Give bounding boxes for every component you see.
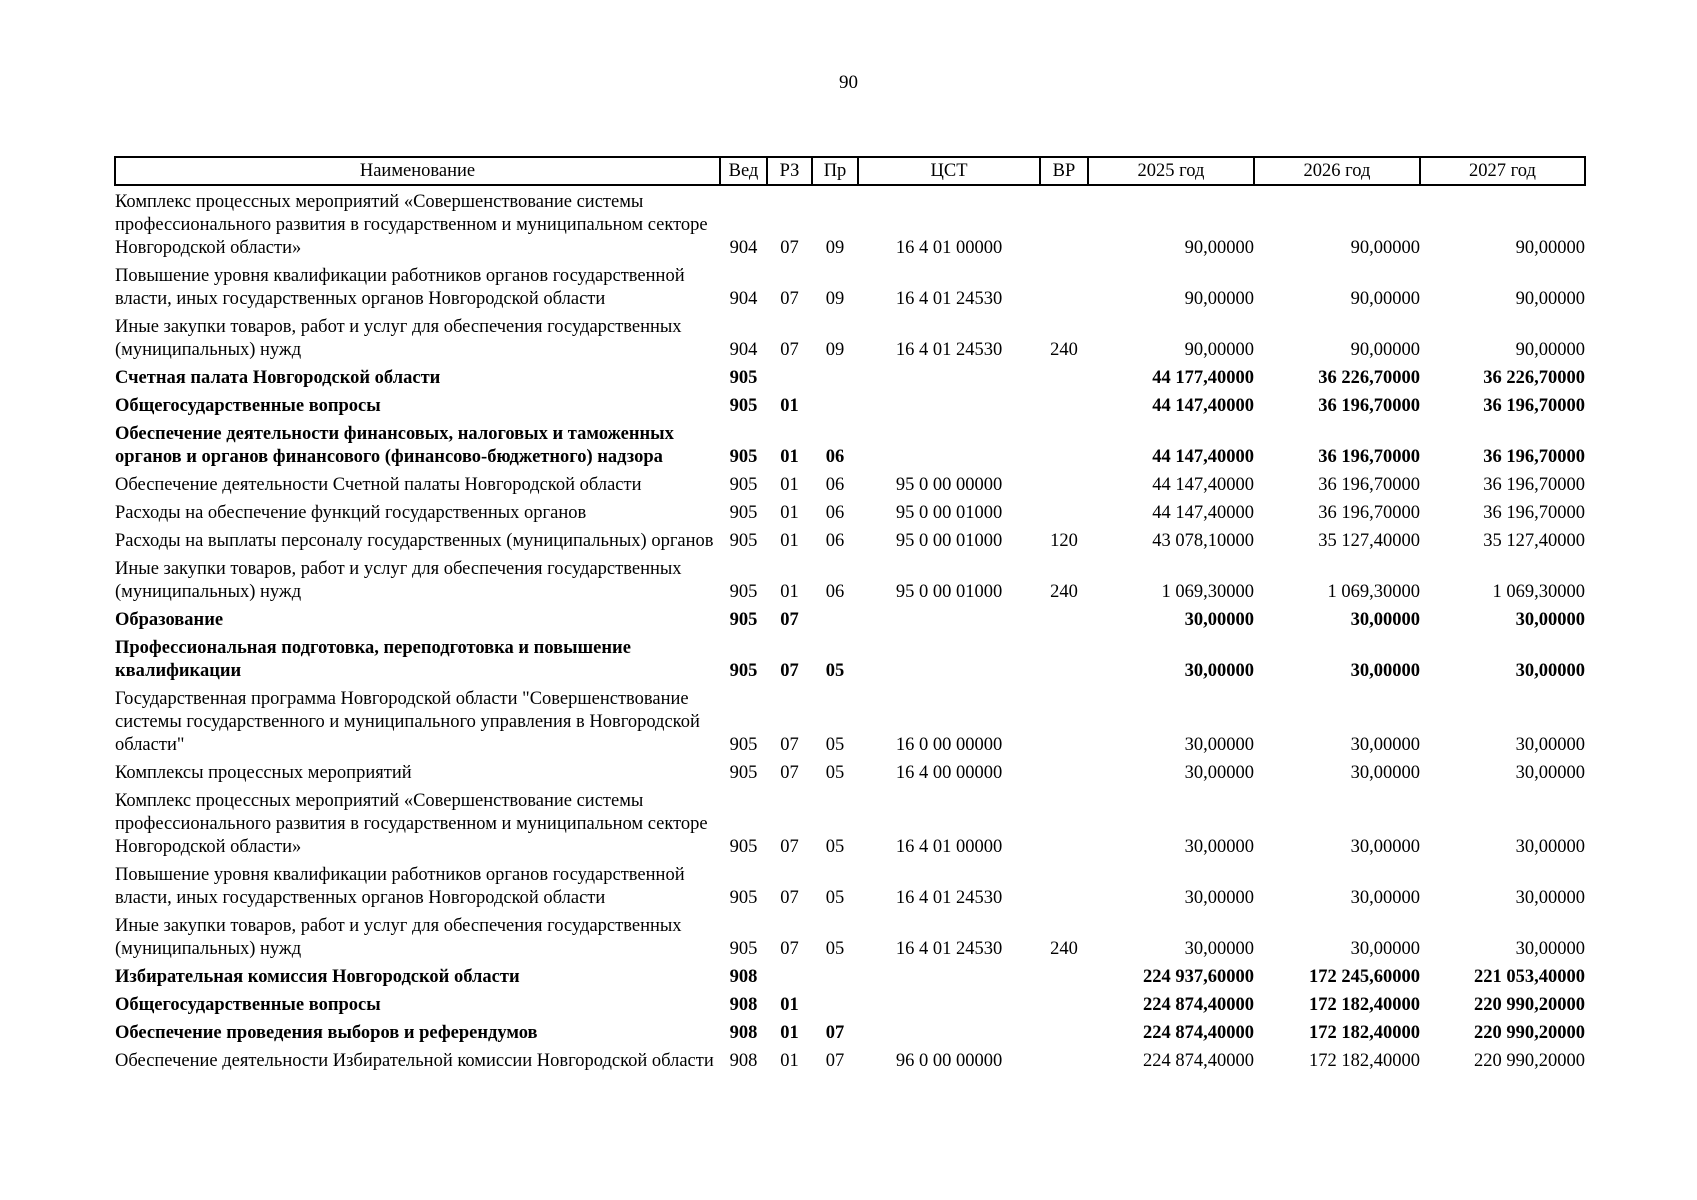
cell-vr	[1040, 497, 1088, 525]
cell-name: Государственная программа Новгородской области "Совершенствование системы государственного и муниципального управления в Новгородской области"	[115, 689, 700, 755]
cell-name: Профессиональная подготовка, переподготовка и повышение квалификации	[115, 638, 631, 681]
cell-vr	[1040, 604, 1088, 632]
cell-ved: 908	[729, 995, 758, 1015]
cell-2025: 90,00000	[1184, 340, 1254, 360]
table-row	[115, 362, 1585, 390]
cell-2025: 224 874,40000	[1143, 1023, 1254, 1043]
cell-2025: 224 874,40000	[1143, 1051, 1254, 1071]
cell-pr: 05	[825, 939, 845, 959]
cell-name: Общегосударственные вопросы	[115, 396, 381, 416]
cell-2025: 30,00000	[1184, 939, 1254, 959]
header-ved: Вед	[720, 157, 767, 185]
cell-2025: 30,00000	[1184, 610, 1254, 630]
cell-cst	[858, 604, 1040, 632]
cell-name: Иные закупки товаров, работ и услуг для обеспечения государственных (муниципальных) нужд	[115, 559, 682, 602]
table-row	[115, 604, 1585, 632]
cell-vr	[1040, 469, 1088, 497]
cell-rz: 07	[780, 888, 799, 908]
table-row	[115, 910, 1585, 961]
cell-name: Образование	[115, 610, 224, 630]
cell-vr	[1040, 260, 1088, 311]
cell-2025: 30,00000	[1184, 763, 1254, 783]
cell-vr	[1040, 989, 1088, 1017]
cell-pr: 05	[825, 888, 845, 908]
header-rz: РЗ	[767, 157, 812, 185]
cell-pr: 06	[825, 447, 845, 467]
cell-ved: 905	[729, 735, 758, 755]
cell-ved: 905	[729, 582, 758, 602]
cell-2026: 30,00000	[1350, 888, 1420, 908]
cell-2026: 30,00000	[1350, 939, 1420, 959]
cell-2026: 36 196,70000	[1318, 396, 1420, 416]
cell-rz: 01	[780, 1051, 799, 1071]
cell-ved: 904	[729, 289, 758, 309]
cell-vr: 120	[1050, 531, 1078, 551]
cell-ved: 905	[729, 837, 758, 857]
cell-2026: 172 182,40000	[1309, 995, 1420, 1015]
cell-rz	[767, 362, 812, 390]
cell-rz: 01	[780, 531, 799, 551]
cell-cst: 16 4 01 24530	[895, 289, 1003, 309]
table-row	[115, 553, 1585, 604]
cell-rz: 01	[780, 582, 799, 602]
cell-2027: 30,00000	[1515, 763, 1585, 783]
cell-rz: 07	[780, 238, 799, 258]
cell-2026: 30,00000	[1350, 610, 1420, 630]
cell-vr	[1040, 1045, 1088, 1073]
cell-2027: 90,00000	[1515, 340, 1585, 360]
cell-ved: 905	[729, 475, 758, 495]
cell-2027: 30,00000	[1515, 837, 1585, 857]
table-body	[115, 185, 1585, 1073]
table-row	[115, 185, 1585, 260]
budget-table	[114, 156, 1586, 1073]
cell-name: Обеспечение деятельности финансовых, налоговых и таможенных органов и органов финансового (финансово-бюджетного) надзора	[115, 424, 674, 467]
cell-2026: 30,00000	[1350, 661, 1420, 681]
cell-ved: 905	[729, 888, 758, 908]
cell-rz	[767, 961, 812, 989]
cell-cst: 16 4 01 24530	[895, 939, 1003, 959]
cell-rz: 07	[780, 289, 799, 309]
cell-name: Повышение уровня квалификации работников органов государственной власти, иных государственных органов Новгородской области	[115, 266, 685, 309]
cell-vr	[1040, 1017, 1088, 1045]
table-row	[115, 497, 1585, 525]
cell-cst	[858, 1017, 1040, 1045]
cell-cst: 16 4 01 24530	[895, 340, 1003, 360]
cell-cst: 16 4 01 00000	[895, 238, 1003, 258]
cell-2027: 30,00000	[1515, 735, 1585, 755]
table-row	[115, 632, 1585, 683]
cell-pr: 05	[825, 735, 845, 755]
cell-pr	[812, 604, 858, 632]
cell-2025: 44 147,40000	[1152, 475, 1254, 495]
cell-cst	[858, 989, 1040, 1017]
table-row	[115, 757, 1585, 785]
cell-2027: 36 226,70000	[1483, 368, 1585, 388]
cell-ved: 905	[729, 447, 758, 467]
cell-2026: 90,00000	[1350, 289, 1420, 309]
cell-ved: 904	[729, 340, 758, 360]
cell-vr	[1040, 632, 1088, 683]
table-row	[115, 390, 1585, 418]
cell-2027: 220 990,20000	[1474, 1051, 1585, 1071]
cell-ved: 905	[729, 763, 758, 783]
cell-ved: 908	[729, 1051, 758, 1071]
cell-2025: 1 069,30000	[1161, 582, 1254, 602]
cell-2027: 35 127,40000	[1483, 531, 1585, 551]
cell-rz: 01	[780, 447, 799, 467]
cell-cst	[858, 362, 1040, 390]
cell-name: Общегосударственные вопросы	[115, 995, 381, 1015]
cell-pr: 06	[825, 475, 845, 495]
cell-name: Обеспечение деятельности Избирательной комиссии Новгородской области	[115, 1051, 714, 1071]
cell-2025: 224 937,60000	[1143, 967, 1254, 987]
cell-rz: 01	[780, 396, 799, 416]
cell-pr: 05	[825, 837, 845, 857]
cell-2026: 30,00000	[1350, 763, 1420, 783]
cell-cst: 16 4 01 00000	[895, 837, 1003, 857]
cell-name: Иные закупки товаров, работ и услуг для обеспечения государственных (муниципальных) нужд	[115, 317, 682, 360]
cell-vr	[1040, 418, 1088, 469]
cell-name: Счетная палата Новгородской области	[115, 368, 441, 388]
cell-name: Обеспечение деятельности Счетной палаты Новгородской области	[115, 475, 642, 495]
header-2026: 2026 год	[1254, 157, 1420, 185]
cell-cst: 95 0 00 01000	[895, 582, 1003, 602]
cell-2026: 1 069,30000	[1327, 582, 1420, 602]
cell-rz: 07	[780, 763, 799, 783]
cell-rz: 01	[780, 1023, 799, 1043]
cell-2027: 30,00000	[1515, 610, 1585, 630]
table-row	[115, 785, 1585, 859]
cell-2027: 220 990,20000	[1474, 1023, 1585, 1043]
cell-pr: 06	[825, 531, 845, 551]
cell-vr	[1040, 859, 1088, 910]
cell-cst: 16 4 00 00000	[895, 763, 1003, 783]
cell-pr	[812, 362, 858, 390]
page-number: 90	[839, 72, 858, 93]
cell-2027: 90,00000	[1515, 289, 1585, 309]
cell-2026: 30,00000	[1350, 735, 1420, 755]
cell-vr	[1040, 785, 1088, 859]
cell-cst: 16 0 00 00000	[895, 735, 1003, 755]
cell-ved: 908	[729, 967, 758, 987]
cell-cst: 16 4 01 24530	[895, 888, 1003, 908]
cell-2026: 36 196,70000	[1318, 475, 1420, 495]
table-row	[115, 961, 1585, 989]
cell-2026: 172 245,60000	[1309, 967, 1420, 987]
cell-2026: 36 196,70000	[1318, 447, 1420, 467]
cell-name: Комплекс процессных мероприятий «Совершенствование системы профессионального развития в государственном и муниципальном секторе Новгородской области»	[115, 791, 708, 857]
cell-ved: 905	[729, 531, 758, 551]
header-2027: 2027 год	[1420, 157, 1585, 185]
cell-pr: 05	[825, 763, 845, 783]
cell-2026: 90,00000	[1350, 340, 1420, 360]
cell-2027: 30,00000	[1515, 661, 1585, 681]
table-row	[115, 1045, 1585, 1073]
table-header	[115, 157, 1585, 185]
cell-cst	[858, 418, 1040, 469]
cell-rz: 01	[780, 503, 799, 523]
cell-2026: 172 182,40000	[1309, 1023, 1420, 1043]
cell-vr: 240	[1050, 582, 1078, 602]
cell-2025: 30,00000	[1184, 735, 1254, 755]
cell-vr	[1040, 362, 1088, 390]
cell-2026: 90,00000	[1350, 238, 1420, 258]
cell-2026: 35 127,40000	[1318, 531, 1420, 551]
cell-vr	[1040, 390, 1088, 418]
cell-cst	[858, 632, 1040, 683]
cell-2025: 44 147,40000	[1152, 503, 1254, 523]
cell-2025: 90,00000	[1184, 238, 1254, 258]
cell-name: Повышение уровня квалификации работников органов государственной власти, иных государственных органов Новгородской области	[115, 865, 685, 908]
cell-2027: 1 069,30000	[1492, 582, 1585, 602]
cell-2026: 172 182,40000	[1309, 1051, 1420, 1071]
cell-2025: 90,00000	[1184, 289, 1254, 309]
cell-cst: 95 0 00 00000	[895, 475, 1003, 495]
table-row	[115, 469, 1585, 497]
header-2025: 2025 год	[1088, 157, 1254, 185]
cell-ved: 905	[729, 610, 758, 630]
cell-rz: 01	[780, 995, 799, 1015]
cell-name: Иные закупки товаров, работ и услуг для обеспечения государственных (муниципальных) нужд	[115, 916, 682, 959]
cell-vr	[1040, 185, 1088, 260]
cell-name: Расходы на выплаты персоналу государственных (муниципальных) органов	[115, 531, 714, 551]
table-row	[115, 683, 1585, 757]
table-row	[115, 260, 1585, 311]
cell-pr: 09	[825, 340, 845, 360]
cell-2026: 36 226,70000	[1318, 368, 1420, 388]
header-vr: ВР	[1040, 157, 1088, 185]
cell-rz: 07	[780, 340, 799, 360]
cell-cst: 95 0 00 01000	[895, 531, 1003, 551]
cell-2026: 36 196,70000	[1318, 503, 1420, 523]
cell-ved: 904	[729, 238, 758, 258]
table-row	[115, 418, 1585, 469]
cell-name: Расходы на обеспечение функций государственных органов	[115, 503, 587, 523]
cell-vr	[1040, 961, 1088, 989]
table-row	[115, 311, 1585, 362]
cell-ved: 905	[729, 396, 758, 416]
cell-name: Комплексы процессных мероприятий	[115, 763, 412, 783]
cell-2025: 44 147,40000	[1152, 447, 1254, 467]
cell-cst: 96 0 00 00000	[895, 1051, 1003, 1071]
cell-rz: 01	[780, 475, 799, 495]
cell-pr: 05	[825, 661, 845, 681]
cell-2025: 44 147,40000	[1152, 396, 1254, 416]
header-cst: ЦСТ	[858, 157, 1040, 185]
header-name: Наименование	[115, 157, 720, 185]
cell-name: Обеспечение проведения выборов и референдумов	[115, 1023, 538, 1043]
cell-vr	[1040, 683, 1088, 757]
cell-cst: 95 0 00 01000	[895, 503, 1003, 523]
cell-2025: 30,00000	[1184, 888, 1254, 908]
cell-ved: 905	[729, 939, 758, 959]
cell-pr: 07	[825, 1023, 845, 1043]
cell-2027: 30,00000	[1515, 888, 1585, 908]
cell-ved: 905	[729, 503, 758, 523]
cell-2027: 220 990,20000	[1474, 995, 1585, 1015]
cell-2027: 221 053,40000	[1474, 967, 1585, 987]
cell-pr	[812, 961, 858, 989]
cell-2027: 30,00000	[1515, 939, 1585, 959]
cell-rz: 07	[780, 661, 799, 681]
cell-2027: 36 196,70000	[1483, 503, 1585, 523]
cell-rz: 07	[780, 837, 799, 857]
cell-rz: 07	[780, 939, 799, 959]
cell-ved: 905	[729, 368, 758, 388]
cell-pr	[812, 390, 858, 418]
cell-vr: 240	[1050, 340, 1078, 360]
cell-rz: 07	[780, 735, 799, 755]
cell-2025: 43 078,10000	[1152, 531, 1254, 551]
cell-pr: 09	[825, 238, 845, 258]
cell-name: Избирательная комиссия Новгородской области	[115, 967, 520, 987]
table-row	[115, 989, 1585, 1017]
cell-name: Комплекс процессных мероприятий «Совершенствование системы профессионального развития в государственном и муниципальном секторе Новгородской области»	[115, 192, 708, 258]
cell-2026: 30,00000	[1350, 837, 1420, 857]
cell-2025: 224 874,40000	[1143, 995, 1254, 1015]
cell-2027: 36 196,70000	[1483, 475, 1585, 495]
cell-2025: 44 177,40000	[1152, 368, 1254, 388]
cell-2027: 90,00000	[1515, 238, 1585, 258]
cell-2025: 30,00000	[1184, 837, 1254, 857]
cell-rz: 07	[780, 610, 799, 630]
cell-cst	[858, 390, 1040, 418]
table-row	[115, 859, 1585, 910]
table-row	[115, 1017, 1585, 1045]
cell-ved: 908	[729, 1023, 758, 1043]
cell-cst	[858, 961, 1040, 989]
cell-vr	[1040, 757, 1088, 785]
cell-vr: 240	[1050, 939, 1078, 959]
cell-2025: 30,00000	[1184, 661, 1254, 681]
cell-2027: 36 196,70000	[1483, 396, 1585, 416]
cell-pr: 06	[825, 582, 845, 602]
cell-pr: 07	[825, 1051, 845, 1071]
table-row	[115, 525, 1585, 553]
cell-pr: 09	[825, 289, 845, 309]
cell-2027: 36 196,70000	[1483, 447, 1585, 467]
cell-pr: 06	[825, 503, 845, 523]
cell-pr	[812, 989, 858, 1017]
header-pr: Пр	[812, 157, 858, 185]
cell-ved: 905	[729, 661, 758, 681]
